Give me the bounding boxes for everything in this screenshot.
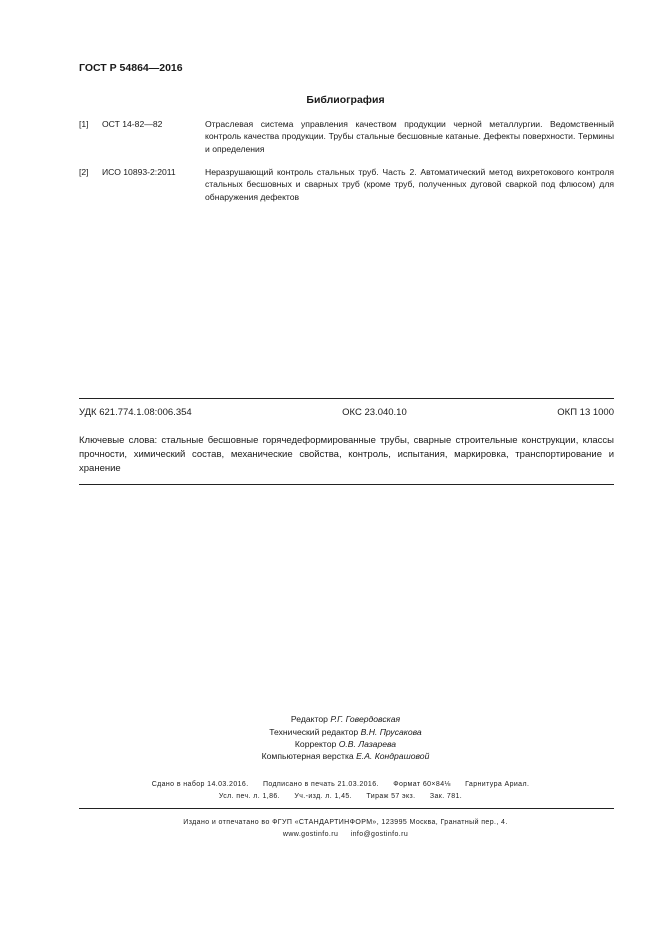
print-info-line [0, 790, 661, 803]
publisher-contacts [0, 829, 661, 841]
staff-line [0, 738, 661, 750]
reference-number: [2] [79, 167, 89, 177]
keywords: Ключевые слова: стальные бесшовные горячедеформированные трубы, сварные строительные конструкции, классы прочности, химический состав, механические свойства, контроль, испытания, маркировка, транспортирование и хранение [79, 435, 614, 474]
reference-code: ИСО 10893-2:2011 [102, 167, 176, 177]
reference-code: ОСТ 14-82—82 [102, 119, 163, 129]
staff-role: Корректор [294, 739, 337, 749]
email-link[interactable]: info@gostinfo.ru [350, 831, 409, 838]
staff-line [0, 726, 661, 738]
print-info-item: Усл. печ. л. 1,86. [218, 793, 281, 800]
staff-name: В.Н. Прусакова [360, 727, 422, 737]
staff-name: Р.Г. Говердовская [330, 714, 401, 724]
oks-code: ОКС 23.040.10 [342, 407, 407, 418]
staff-role: Редактор [290, 714, 328, 724]
staff-name: О.В. Лазарева [338, 739, 397, 749]
udk-code: УДК 621.774.1.08:006.354 [79, 407, 192, 418]
staff-role: Компьютерная верстка [261, 751, 354, 761]
staff-name: Е.А. Кондрашовой [356, 751, 430, 761]
section-title: Библиография [306, 94, 385, 106]
reference-text: Неразрушающий контроль стальных труб. Часть 2. Автоматический метод вихретокового контроля стальных бесшовных и сварных труб (кроме труб, полученных дуговой сваркой под флюсом) для обнаружения дефектов [205, 167, 614, 202]
divider [79, 484, 614, 485]
staff-role: Технический редактор [269, 727, 359, 737]
print-info-item: Тираж 57 экз. [366, 793, 416, 800]
staff-line [0, 713, 661, 725]
divider [79, 398, 614, 399]
classification-row [79, 407, 614, 418]
print-info-item: Гарнитура Ариал. [465, 781, 530, 788]
print-info-item: Уч.-изд. л. 1,45. [294, 793, 353, 800]
reference-text: Отраслевая система управления качеством продукции черной металлургии. Ведомственный контроль качества продукции. Трубы стальные бесшовные катаные. Дефекты поверхности. Термины и определения [205, 119, 614, 154]
divider [79, 808, 614, 809]
okp-code: ОКП 13 1000 [557, 407, 614, 418]
print-info-item: Зак. 781. [429, 793, 463, 800]
document-code: ГОСТ Р 54864—2016 [79, 62, 183, 74]
print-info-item: Сдано в набор 14.03.2016. [151, 781, 249, 788]
website-link[interactable]: www.gostinfo.ru [282, 831, 339, 838]
reference-number: [1] [79, 119, 89, 129]
print-info-item: Формат 60×84⅛ [393, 781, 451, 788]
publisher-address: Издано и отпечатано во ФГУП «СТАНДАРТИНФОРМ», 123995 Москва, Гранатный пер., 4. [183, 819, 508, 826]
print-info-item: Подписано в печать 21.03.2016. [262, 781, 379, 788]
staff-line [0, 750, 661, 762]
